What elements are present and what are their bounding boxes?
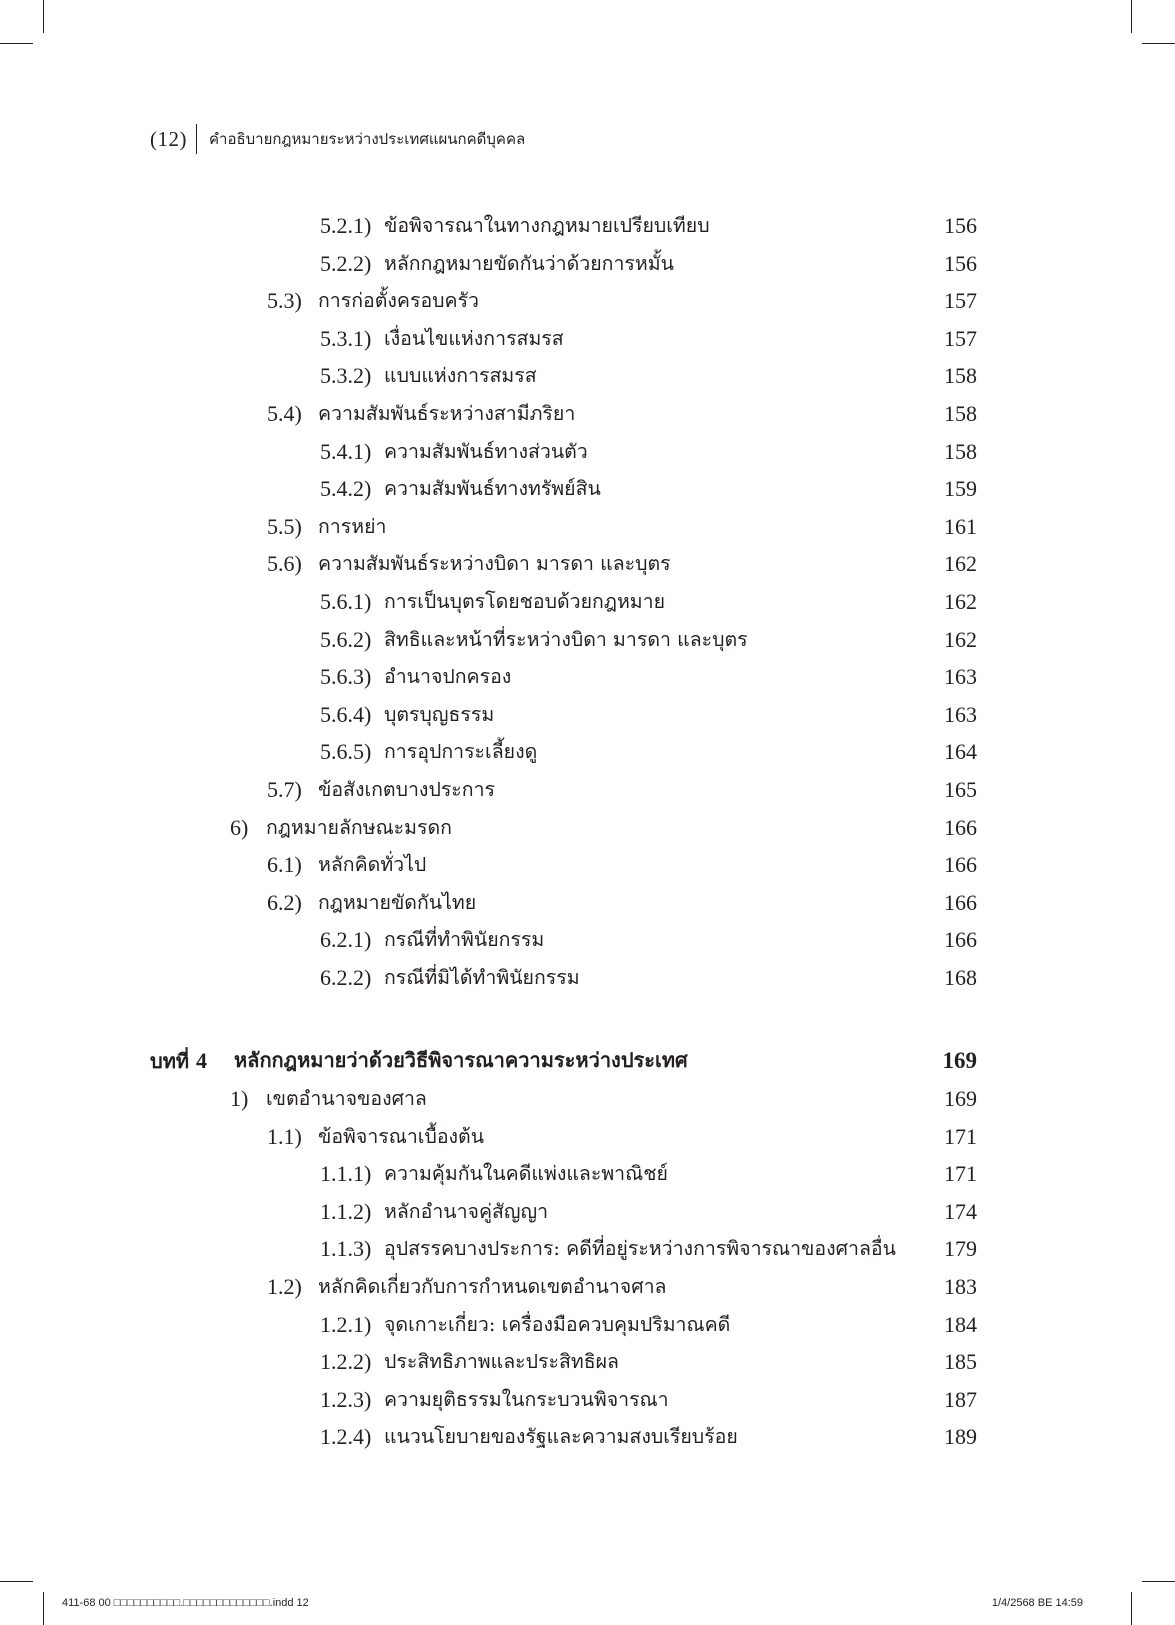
toc-entry-title: ความคุ้มกันในคดีแพ่งและพาณิชย์ — [384, 1162, 668, 1186]
toc-entry-page: 174 — [944, 1198, 977, 1224]
toc-entry-title: อุปสรรคบางประการ: คดีที่อยู่ระหว่างการพิจารณาของศาลอื่น — [384, 1237, 896, 1261]
toc-entry-number: 5.6.4) — [320, 701, 372, 727]
toc-entry-number: 1.1.2) — [320, 1198, 372, 1224]
toc-entry-title: เงื่อนไขแห่งการสมรส — [384, 326, 564, 350]
toc-entry-number: 6.2.2) — [320, 964, 372, 990]
toc-entry — [0, 395, 1175, 433]
toc-entry — [0, 320, 1175, 358]
toc-entry-number: 5.4.2) — [320, 476, 372, 502]
toc-entry-number: 1.2.4) — [320, 1424, 372, 1450]
toc-entry-page: 168 — [944, 964, 977, 990]
toc-entry-title: ความสัมพันธ์ทางส่วนตัว — [384, 439, 588, 463]
toc-entry-number: 6.2) — [267, 889, 302, 915]
toc-entry-page: 156 — [944, 250, 977, 276]
table-of-contents — [0, 207, 1175, 1456]
toc-entry-title: สิทธิและหน้าที่ระหว่างบิดา มารดา และบุตร — [384, 627, 748, 651]
toc-entry — [0, 733, 1175, 771]
toc-entry-page: 166 — [944, 927, 977, 953]
toc-entry-page: 158 — [944, 438, 977, 464]
crop-mark-bottom-right-horizontal — [1142, 1581, 1175, 1582]
chapter-page: 169 — [942, 1048, 977, 1074]
toc-entry-page: 169 — [944, 1086, 977, 1112]
toc-entry-title: การก่อตั้งครอบครัว — [318, 289, 480, 313]
toc-entry-title: ความยุติธรรมในกระบวนพิจารณา — [384, 1387, 669, 1411]
toc-entry — [0, 846, 1175, 884]
toc-entry-page: 179 — [944, 1236, 977, 1262]
toc-entry-title: การเป็นบุตรโดยชอบด้วยกฎหมาย — [384, 589, 666, 613]
toc-entry — [0, 658, 1175, 696]
toc-entry-number: 1.1.3) — [320, 1236, 372, 1262]
toc-entry-title: แนวนโยบายของรัฐและความสงบเรียบร้อย — [384, 1425, 738, 1449]
toc-entry — [0, 771, 1175, 809]
chapter-heading — [0, 1042, 1175, 1080]
toc-entry-title: กรณีที่ทำพินัยกรรม — [384, 928, 545, 952]
toc-entry-number: 5.6.1) — [320, 588, 372, 614]
crop-mark-top-left-vertical — [43, 0, 44, 33]
toc-entry-page: 157 — [944, 325, 977, 351]
toc-entry-page: 166 — [944, 852, 977, 878]
toc-entry-number: 5.3.2) — [320, 363, 372, 389]
toc-entry-number: 1.2.3) — [320, 1386, 372, 1412]
toc-entry — [0, 583, 1175, 621]
toc-entry — [0, 884, 1175, 922]
toc-entry — [0, 959, 1175, 997]
toc-entry-page: 159 — [944, 476, 977, 502]
toc-entry-page: 185 — [944, 1349, 977, 1375]
toc-entry-page: 166 — [944, 889, 977, 915]
toc-entry — [0, 1343, 1175, 1381]
toc-entry-page: 162 — [944, 588, 977, 614]
toc-entry-number: 1.1.1) — [320, 1161, 372, 1187]
toc-entry-number: 5.6.5) — [320, 739, 372, 765]
toc-entry-number: 5.6) — [267, 551, 302, 577]
toc-entry-title: ความสัมพันธ์ระหว่างสามีภริยา — [318, 401, 576, 425]
toc-entry-number: 5.2.2) — [320, 250, 372, 276]
toc-entry-page: 165 — [944, 776, 977, 802]
header-page-number: (12) — [150, 126, 187, 151]
toc-entry-title: หลักกฎหมายขัดกันว่าด้วยการหมั้น — [384, 251, 674, 275]
crop-mark-top-right-horizontal — [1142, 43, 1175, 44]
toc-entry-number: 5.4.1) — [320, 438, 372, 464]
crop-mark-top-left-horizontal — [0, 43, 33, 44]
toc-entry-number: 1.2.1) — [320, 1311, 372, 1337]
toc-entry-number: 6.2.1) — [320, 927, 372, 953]
toc-entry-page: 189 — [944, 1424, 977, 1450]
toc-entry-title: แบบแห่งการสมรส — [384, 364, 537, 388]
toc-entry-number: 5.6.2) — [320, 626, 372, 652]
running-head — [150, 124, 525, 154]
toc-entry-title: กฎหมายลักษณะมรดก — [266, 815, 452, 839]
toc-entry-page: 156 — [944, 213, 977, 238]
toc-entry-number: 1.2.2) — [320, 1349, 372, 1375]
toc-entry-page: 184 — [944, 1311, 977, 1337]
toc-entry-number: 5.4) — [267, 400, 302, 426]
toc-entry — [0, 621, 1175, 659]
toc-entry-page: 162 — [944, 626, 977, 652]
toc-entry — [0, 696, 1175, 734]
toc-entry — [0, 1381, 1175, 1419]
toc-entry-page: 183 — [944, 1274, 977, 1300]
toc-entry-title: ข้อพิจารณาในทางกฎหมายเปรียบเทียบ — [384, 214, 710, 237]
toc-entry-title: อำนาจปกครอง — [384, 665, 512, 689]
toc-entry — [0, 1418, 1175, 1456]
toc-entry — [0, 1306, 1175, 1344]
toc-entry-page: 166 — [944, 814, 977, 840]
toc-entry-page: 157 — [944, 288, 977, 314]
toc-entry-page: 158 — [944, 400, 977, 426]
toc-entry — [0, 245, 1175, 283]
toc-entry-page: 158 — [944, 363, 977, 389]
toc-entry-title: ความสัมพันธ์ทางทรัพย์สิน — [384, 477, 601, 501]
crop-mark-top-right-vertical — [1131, 0, 1132, 33]
toc-entry-number: 1.1) — [267, 1123, 302, 1149]
toc-entry-title: หลักคิดทั่วไป — [318, 853, 427, 877]
toc-entry — [0, 470, 1175, 508]
toc-entry — [0, 207, 1175, 245]
toc-entry-page: 187 — [944, 1386, 977, 1412]
toc-entry-title: กฎหมายขัดกันไทย — [318, 890, 477, 914]
toc-entry-number: 1) — [230, 1086, 249, 1112]
toc-entry — [0, 1155, 1175, 1193]
toc-entry-title: ความสัมพันธ์ระหว่างบิดา มารดา และบุตร — [318, 552, 671, 576]
toc-entry-page: 163 — [944, 664, 977, 690]
toc-entry-title: หลักคิดเกี่ยวกับการกำหนดเขตอำนาจศาล — [318, 1275, 667, 1299]
toc-entry-number: 1.2) — [267, 1274, 302, 1300]
crop-mark-bottom-left-vertical — [43, 1592, 44, 1625]
toc-entry-title: หลักอำนาจคู่สัญญา — [384, 1199, 549, 1223]
toc-entry — [0, 1268, 1175, 1306]
toc-entry — [0, 433, 1175, 471]
header-separator — [196, 124, 197, 154]
toc-entry-number: 5.2.1) — [320, 213, 372, 238]
toc-entry-title: เขตอำนาจของศาล — [266, 1087, 427, 1111]
chapter-number: 4 — [196, 1048, 208, 1074]
toc-entry-title: จุดเกาะเกี่ยว: เครื่องมือควบคุมปริมาณคดี — [384, 1312, 731, 1336]
toc-entry-title: การหย่า — [318, 514, 387, 538]
toc-entry-title: ประสิทธิภาพและประสิทธิผล — [384, 1350, 619, 1374]
toc-entry-page: 171 — [944, 1123, 977, 1149]
crop-mark-bottom-left-horizontal — [0, 1581, 33, 1582]
toc-entry — [0, 1193, 1175, 1231]
toc-entry — [0, 1080, 1175, 1118]
toc-entry — [0, 545, 1175, 583]
chapter-title: หลักกฎหมายว่าด้วยวิธีพิจารณาความระหว่างประเทศ — [234, 1048, 688, 1073]
toc-entry — [0, 809, 1175, 847]
toc-entry — [0, 508, 1175, 546]
toc-entry-page: 171 — [944, 1161, 977, 1187]
toc-entry-number: 5.3.1) — [320, 325, 372, 351]
toc-entry-title: การอุปการะเลี้ยงดู — [384, 740, 538, 764]
toc-entry — [0, 1230, 1175, 1268]
chapter-label — [150, 1042, 207, 1081]
chapter-label-word: บทที่ — [150, 1049, 190, 1074]
toc-entry-number: 5.5) — [267, 513, 302, 539]
toc-entry-page: 164 — [944, 739, 977, 765]
toc-entry-page: 161 — [944, 513, 977, 539]
toc-entry-title: กรณีที่มิได้ทำพินัยกรรม — [384, 965, 580, 989]
toc-entry-page: 162 — [944, 551, 977, 577]
toc-entry — [0, 1118, 1175, 1156]
toc-entry-number: 6) — [230, 814, 249, 840]
section-gap — [0, 996, 1175, 1042]
toc-entry-number: 5.6.3) — [320, 664, 372, 690]
toc-entry — [0, 921, 1175, 959]
toc-entry-page: 163 — [944, 701, 977, 727]
toc-entry-number: 5.7) — [267, 776, 302, 802]
footer-file-slug: 411-68 00 □□□□□□□□□□.□□□□□□□□□□□□□.indd 12 — [62, 1597, 309, 1609]
toc-entry-title: บุตรบุญธรรม — [384, 702, 495, 726]
toc-entry-title: ข้อสังเกตบางประการ — [318, 777, 496, 801]
footer-date-slug: 1/4/2568 BE 14:59 — [991, 1597, 1083, 1609]
crop-mark-bottom-right-vertical — [1131, 1592, 1132, 1625]
toc-entry — [0, 357, 1175, 395]
toc-entry-number: 6.1) — [267, 852, 302, 878]
toc-entry-number: 5.3) — [267, 288, 302, 314]
toc-entry — [0, 282, 1175, 320]
header-book-title: คำอธิบายกฎหมายระหว่างประเทศแผนกคดีบุคคล — [209, 130, 526, 148]
toc-entry-title: ข้อพิจารณาเบื้องต้น — [318, 1124, 485, 1148]
